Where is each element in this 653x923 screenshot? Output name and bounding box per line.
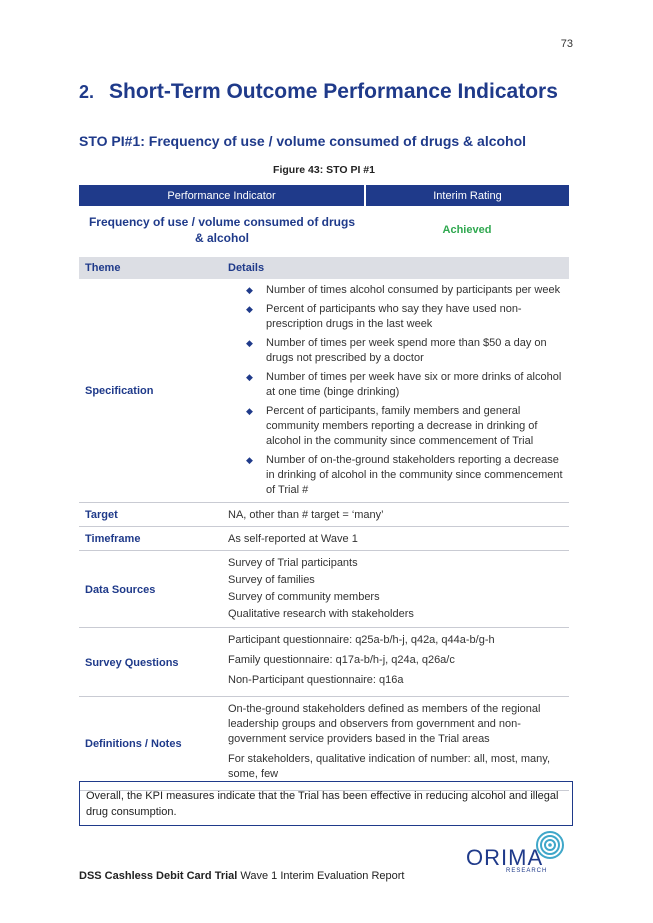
specification-label: Specification [79, 279, 222, 503]
logo-sub: RESEARCH [506, 868, 548, 874]
definitions-label: Definitions / Notes [79, 697, 222, 791]
footer-rest: Wave 1 Interim Evaluation Report [237, 870, 405, 882]
figure-caption: Figure 43: STO PI #1 [273, 164, 375, 176]
target-label: Target [79, 503, 222, 527]
timeframe-value: As self-reported at Wave 1 [222, 527, 569, 551]
list-item: ◆ Number of times per week spend more than $50 a day on drugs not prescribed by a doctor [246, 337, 547, 364]
specification-list [228, 283, 563, 498]
definitions-values [222, 697, 569, 791]
subsection-title: STO PI#1: Frequency of use / volume consumed of drugs & alcohol [79, 133, 527, 149]
logo-name: ORIMA [466, 845, 544, 870]
survey-question-item: Family questionnaire: q17a-b/h-j, q24a, q26a/c [228, 654, 455, 666]
data-sources-label: Data Sources [79, 551, 222, 628]
diamond-bullet-icon: ◆ [246, 338, 253, 348]
header-interim-rating: Interim Rating [365, 185, 569, 206]
diamond-bullet-icon: ◆ [246, 455, 253, 465]
target-value: NA, other than # target = ‘many’ [222, 503, 569, 527]
page-number: 73 [560, 38, 573, 50]
header-details: Details [222, 257, 569, 279]
definition-item: On-the-ground stakeholders defined as members of the regional leadership groups and observers from government and non-government service providers based in the Trial areas [228, 703, 541, 745]
list-item: ◆ Number of times per week have six or more drinks of alcohol at one time (binge drinking) [246, 371, 562, 398]
list-item: ◆ Number of times alcohol consumed by participants per week [246, 284, 561, 296]
list-item: ◆ Number of on-the-ground stakeholders reporting a decrease in drinking of alcohol in the community since commencement of Trial # [246, 454, 563, 496]
table-row [79, 503, 569, 527]
data-source-item: Survey of Trial participants [228, 557, 358, 569]
header-performance-indicator: Performance Indicator [79, 185, 365, 206]
diamond-bullet-icon: ◆ [246, 372, 253, 382]
list-item: ◆ Percent of participants who say they have used non-prescription drugs in the last week [246, 303, 522, 330]
survey-question-item: Participant questionnaire: q25a-b/h-j, q42a, q44a-b/g-h [228, 634, 495, 646]
table-row [79, 551, 569, 628]
data-sources-values [222, 551, 569, 628]
specification-details [222, 279, 569, 503]
survey-question-item: Non-Participant questionnaire: q16a [228, 674, 404, 686]
data-source-item: Qualitative research with stakeholders [228, 608, 414, 620]
table-row [79, 279, 569, 503]
section-title-text: Short-Term Outcome Performance Indicators [109, 80, 558, 103]
header-theme: Theme [79, 257, 222, 279]
section-title [79, 80, 558, 104]
indicator-name: Frequency of use / volume consumed of drugs & alcohol [88, 215, 356, 245]
table-row [79, 697, 569, 791]
survey-questions-label: Survey Questions [79, 628, 222, 697]
footer [79, 870, 404, 882]
footer-bold: DSS Cashless Debit Card Trial [79, 870, 238, 882]
performance-indicator-table [79, 185, 569, 254]
definition-item: For stakeholders, qualitative indication of number: all, most, many, some, few [228, 753, 551, 780]
diamond-bullet-icon: ◆ [246, 406, 253, 416]
list-item: ◆ Percent of participants, family members and general community members reporting a decrease in drinking of alcohol in the community since commencement of Trial [246, 405, 538, 447]
summary-box: Overall, the KPI measures indicate that the Trial has been effective in reducing alcohol and illegal drug consumption. [79, 781, 573, 826]
data-source-item: Survey of community members [228, 591, 380, 603]
survey-questions-values [222, 628, 569, 697]
rating-achieved: Achieved [442, 224, 492, 236]
table-row [79, 527, 569, 551]
details-table [79, 257, 569, 791]
orima-logo [466, 831, 571, 879]
diamond-bullet-icon: ◆ [246, 285, 253, 295]
diamond-bullet-icon: ◆ [246, 304, 253, 314]
data-source-item: Survey of families [228, 574, 315, 586]
section-number: 2. [79, 82, 95, 102]
table-row [79, 628, 569, 697]
timeframe-label: Timeframe [79, 527, 222, 551]
